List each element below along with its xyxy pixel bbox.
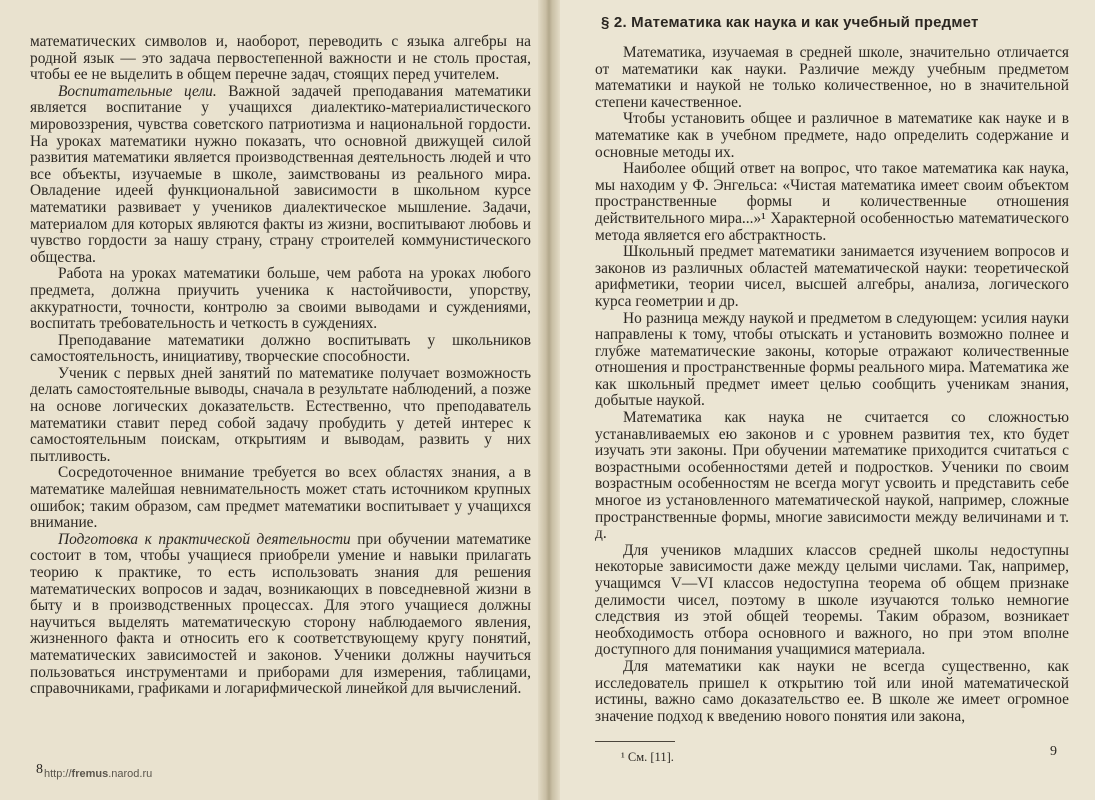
watermark-link[interactable] xyxy=(44,768,152,780)
left-page-text xyxy=(30,34,531,698)
paragraph-body: при обучении математике состоит в том, чтобы учащиеся приобрели умение и навыки прилагать теорию к практике, то есть использовать знания для решения математических вопросов и задач, возникающих в повседневной жизни в быту и в производственных процессах. Для этого учащиеся должны научиться выделять математическую сторону наблюдаемого явления, жизненного факта и относить его к соответствующему кругу понятий, математических зависимостей и законов. Ученики должны научиться пользоваться инструментами и приборами для измерения, таблицами, справочниками, графиками и логарифмической линейкой для вычислений. xyxy=(30,530,531,698)
paragraph-body: Работа на уроках математики больше, чем работа на уроках любого предмета, должна приучить ученика к настойчивости, упорству, аккуратности, точности, контролю за своими выводами и суждениями, воспитать требовательность и четкость в суждениях. xyxy=(30,265,531,333)
right-paragraph: Для математики как науки не всегда существенно, как исследователь пришел к открытию той или иной математической истины, важно само доказательство ее. В школе же имеет огромное значение подход к введению нового понятия или закона, xyxy=(595,657,1069,725)
watermark-prefix: http:// xyxy=(44,768,72,780)
left-paragraph xyxy=(30,465,531,531)
right-paragraph: Математика, изучаемая в средней школе, значительно отличается от математики как науки. Различие между учебным предметом математики и наукой не только количественное, но в значительной степени качественное. xyxy=(595,44,1069,111)
footnote-divider xyxy=(595,741,675,742)
right-paragraph: Чтобы установить общее и различное в математике как науке и в математике как в учебном предмете, надо определить содержание и основные методы их. xyxy=(595,110,1069,161)
paragraph-lead: Воспитательные цели. xyxy=(58,82,217,100)
paragraph-body: Ученик с первых дней занятий по математике получает возможность делать самостоятельные выводы, сначала в результате наблюдений, а позже на основе логических доказательств. Естественно, что преподаватель математики ставит перед собой задачу пробудить у детей интерес к самостоятельным поискам, открытиям и выводам, развить у них пытливость. xyxy=(30,364,531,465)
book-gutter xyxy=(538,0,560,800)
right-paragraph: Наиболее общий ответ на вопрос, что такое математика как наука, мы находим у Ф. Энгельса: «Чистая математика имеет своим объектом пространственные формы и количественные отношения действительного мира...»¹ Характерной особенностью математического метода является его абстрактность. xyxy=(595,160,1069,244)
paragraph-lead: Подготовка к практической деятельности xyxy=(58,530,351,548)
watermark-bold: fremus xyxy=(71,768,109,780)
right-paragraph: Для учеников младших классов средней школы недоступны некоторые зависимости даже между целыми числами. Так, например, учащимся V—VI классов недоступна теорема об общем признаке делимости чисел, поэтому в школе изучаются только немногие следствия из этой общей теоремы. Таким образом, возникает необходимость отбора основного и важного, но при этом вполне доступного для понимания учащимися материала. xyxy=(595,541,1069,659)
left-paragraph xyxy=(30,266,531,332)
paragraph-body: Важной задачей преподавания математики является воспитание у учащихся диалектико-материалистического мировоззрения, чувства советского патриотизма и национальной гордости. На уроках математики нужно показать, что основной движущей силой развития математики является производственная деятельность людей и что все объекты, изучаемые в школе, заимствованы из реального мира. Овладение идеей функциональной зависимости в школьном курсе математики развивает у учеников диалектическое мышление. Задачи, материалом для которых являются факты из жизни, воспитывают любовь и чувство гордости за нашу страну, страну строителей коммунистического общества. xyxy=(30,82,531,266)
footnote: ¹ См. [11]. xyxy=(621,750,674,765)
paragraph-body: Сосредоточенное внимание требуется во всех областях знания, а в математике малейшая невнимательность может стать источником крупных ошибок; таким образом, сам предмет математики воспитывает у учащихся внимание. xyxy=(30,464,531,532)
left-paragraph xyxy=(30,34,531,84)
page-number-right: 9 xyxy=(1050,744,1057,759)
section-title: § 2. Математика как наука и как учебный предмет xyxy=(601,14,979,31)
left-paragraph xyxy=(30,532,531,698)
right-page-text xyxy=(595,45,1069,725)
right-paragraph: Школьный предмет математики занимается изучением вопросов и законов из различных областей математической науки: теоретической арифметики, теории чисел, высшей алгебры, анализа, логического курса геометрии и др. xyxy=(595,243,1069,310)
right-paragraph: Но разница между наукой и предметом в следующем: усилия науки направлены к тому, чтобы отыскать и установить возможно полнее и глубже математические законы, которые отражают количественные отношения и пространственные формы реального мира. Математика же как школьный предмет имеет целью сообщить ученикам знания, добытые наукой. xyxy=(595,309,1069,410)
left-paragraph xyxy=(30,333,531,366)
paragraph-body: математических символов и, наоборот, переводить с языка алгебры на родной язык — это задача первостепенной важности и не столь простая, чтобы ее не выделить в общем перечне задач, стоящих перед учителем. xyxy=(30,33,531,84)
right-paragraph: Математика как наука не считается со сложностью устанавливаемых ею законов и с уровнем развития тех, кто будет изучать эти законы. При обучении математике приходится считаться с возрастными особенностями детей и подростков. Ученики по своим возрастным особенностям не всегда могут усвоить и представить себе многое из установленного математической наукой, например, сложные пространственные формы, многие зависимости между величинами и т. д. xyxy=(595,409,1069,543)
watermark-suffix: .narod.ru xyxy=(108,768,153,780)
right-page xyxy=(551,0,1095,800)
page-number-left: 8 xyxy=(36,762,43,777)
left-paragraph xyxy=(30,84,531,267)
left-paragraph xyxy=(30,366,531,466)
left-page xyxy=(0,0,547,800)
paragraph-body: Преподавание математики должно воспитывать у школьников самостоятельность, инициативу, творческие способности. xyxy=(30,331,531,366)
